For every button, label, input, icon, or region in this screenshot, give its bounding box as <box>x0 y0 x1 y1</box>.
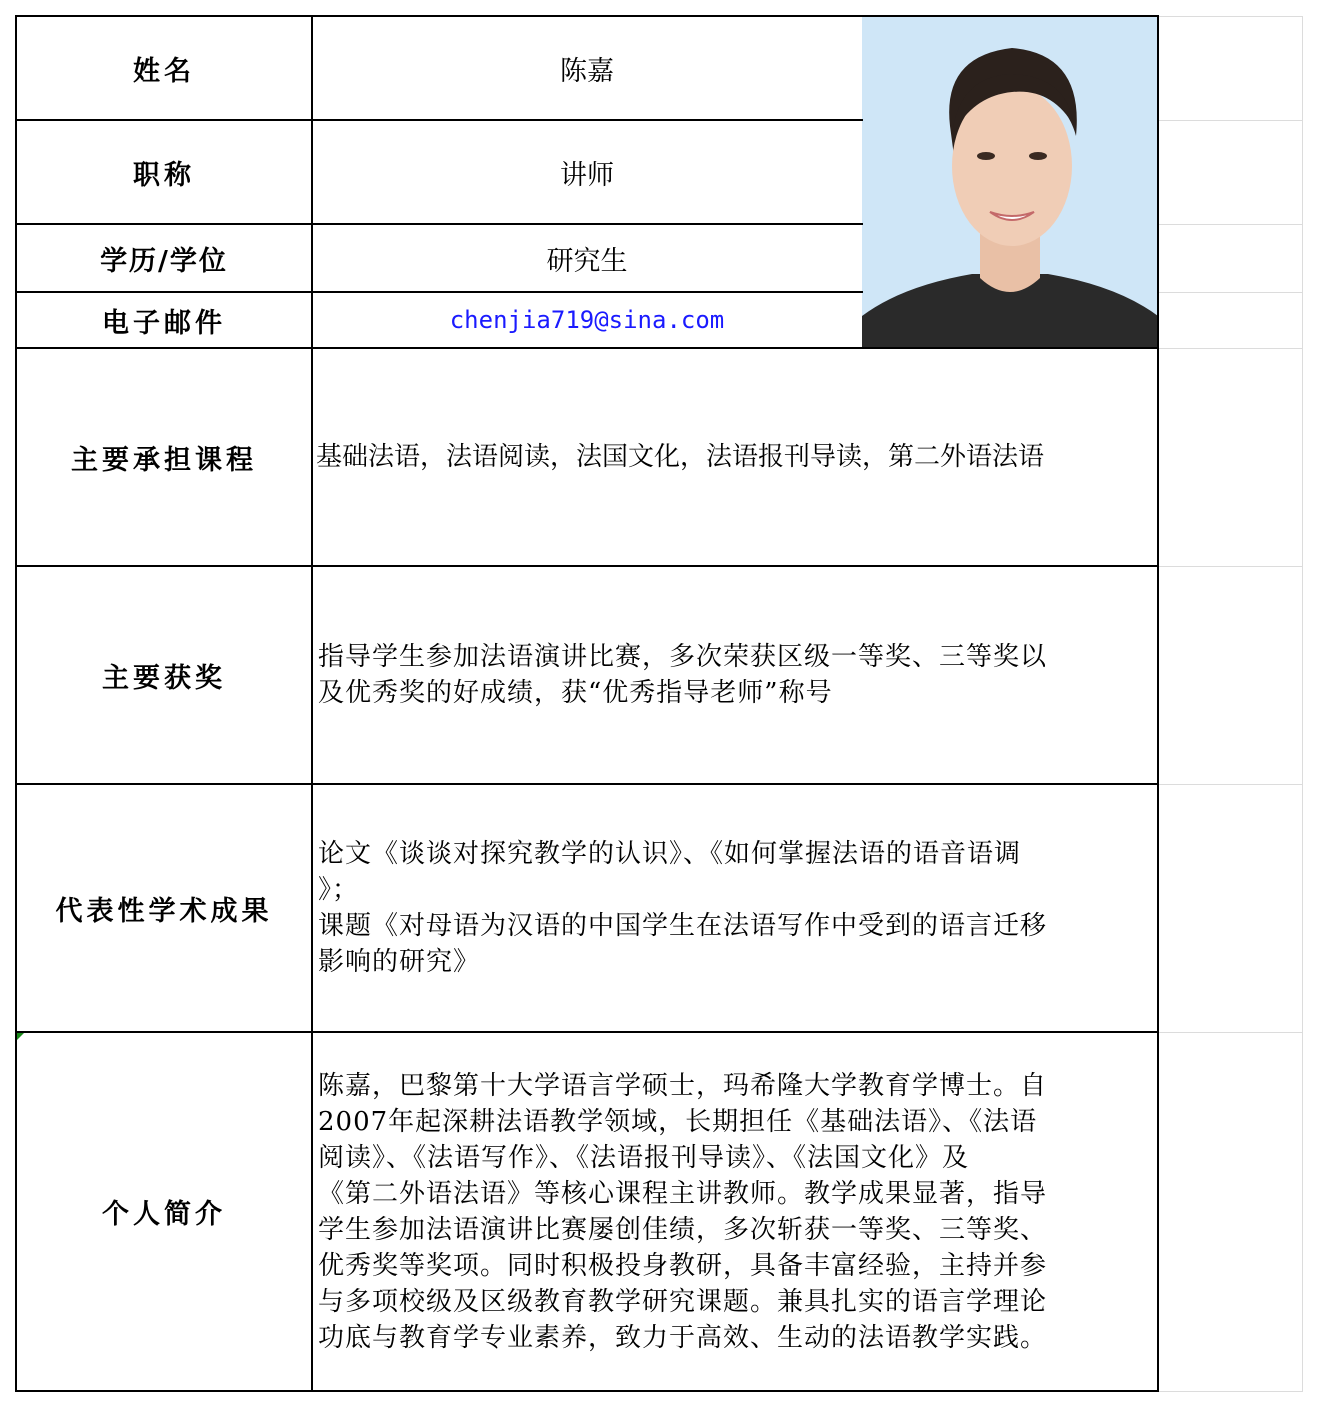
text-line: 及优秀奖的好成绩，获“优秀指导老师”称号 <box>318 678 833 708</box>
comment-indicator-icon <box>17 1033 24 1040</box>
email-cell <box>312 292 862 348</box>
title-value: 讲师 <box>560 159 614 191</box>
text-line: 陈嘉，巴黎第十大学语言学硕士，玛希隆大学教育学博士。自 <box>318 1070 1048 1101</box>
bio-label: 个人简介 <box>102 1199 226 1230</box>
gridline <box>1158 1032 1303 1033</box>
courses-value: 基础法语，法语阅读，法国文化，法语报刊导读，第二外语法语 <box>316 442 1045 472</box>
table-border <box>311 15 313 1392</box>
gridline <box>1158 348 1303 349</box>
awards-value <box>312 566 1158 784</box>
gridline <box>1158 292 1303 293</box>
text-line: 与多项校级及区级教育教学研究课题。兼具扎实的语言学理论 <box>318 1286 1048 1317</box>
table-border <box>15 15 17 1392</box>
table-border <box>15 223 863 225</box>
text-line: 影响的研究》 <box>318 947 481 977</box>
gridline <box>1158 120 1303 121</box>
table-border <box>1157 15 1159 1392</box>
text-line: 学生参加法语演讲比赛屡创佳绩，多次斩获一等奖、三等奖、 <box>318 1214 1048 1245</box>
text-line: 优秀奖等奖项。同时积极投身教研，具备丰富经验，主持并参 <box>318 1250 1048 1281</box>
text-line: 指导学生参加法语演讲比赛，多次荣获区级一等奖、三等奖以 <box>318 642 1048 672</box>
gridline <box>1158 784 1303 785</box>
text-line: 2007年起深耕法语教学领域，长期担任《基础法语》、《法语 <box>318 1106 1038 1137</box>
table-border <box>15 291 863 293</box>
table-border <box>15 119 863 121</box>
gridline <box>1302 16 1303 1392</box>
text-line: 阅读》、《法语写作》、《法语报刊导读》、《法国文化》及 <box>318 1142 970 1173</box>
gridline <box>1158 1391 1303 1392</box>
table-border <box>15 565 1159 567</box>
research-label: 代表性学术成果 <box>55 895 273 927</box>
email-link[interactable]: chenjia719@sina.com <box>449 306 725 334</box>
table-border <box>15 1031 1159 1033</box>
courses-label: 主要承担课程 <box>71 444 257 476</box>
bio-value <box>312 1032 1158 1391</box>
name-label: 姓名 <box>133 55 195 87</box>
name-value: 陈嘉 <box>560 55 614 87</box>
profile-photo <box>862 16 1158 348</box>
table-border <box>15 1390 1159 1392</box>
text-line: 《第二外语法语》等核心课程主讲教师。教学成果显著，指导 <box>318 1178 1048 1209</box>
text-line: 论文《谈谈对探究教学的认识》、《如何掌握法语的语音语调 <box>318 839 1022 869</box>
gridline <box>1158 566 1303 567</box>
text-line: 功底与教育学专业素养，致力于高效、生动的法语教学实践。 <box>318 1322 1048 1353</box>
text-line: 》； <box>318 875 360 905</box>
awards-label: 主要获奖 <box>102 662 226 694</box>
title-label: 职称 <box>133 159 195 191</box>
text-line: 课题《对母语为汉语的中国学生在法语写作中受到的语言迁移 <box>318 911 1048 941</box>
email-label: 电子邮件 <box>102 307 226 339</box>
degree-label: 学历/学位 <box>100 245 228 277</box>
gridline <box>1158 16 1303 17</box>
table-border <box>15 15 1159 17</box>
research-value <box>312 784 1158 1032</box>
gridline <box>1158 224 1303 225</box>
degree-value: 研究生 <box>546 245 628 277</box>
table-border <box>15 783 1159 785</box>
table-border <box>15 347 1159 349</box>
